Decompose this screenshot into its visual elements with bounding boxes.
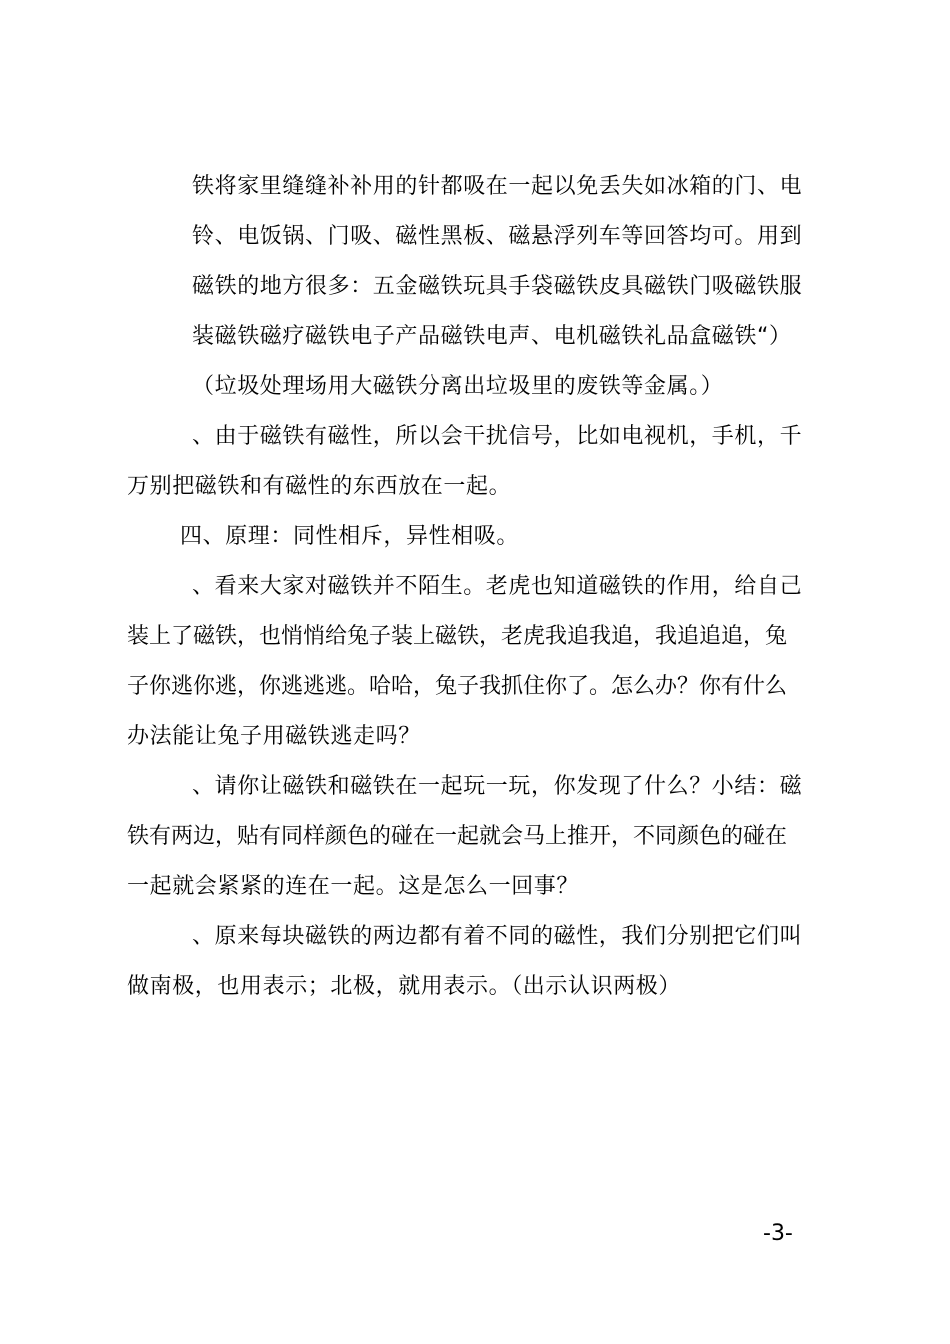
text-line-3: 磁铁的地方很多：五金磁铁玩具手袋磁铁皮具磁铁门吸磁铁服 [192,274,803,299]
text-line-13: 、请你让磁铁和磁铁在一起玩一玩，你发现了什么？小结：磁 [192,774,803,799]
text-line-4: 装磁铁磁疗磁铁电子产品磁铁电声、电机磁铁礼品盒磁铁“） [192,324,792,349]
text-line-17: 做南极，也用表示；北极，就用表示。（出示认识两极） [127,974,682,999]
text-line-14: 铁有两边，贴有同样颜色的碰在一起就会马上推开，不同颜色的碰在 [127,824,788,849]
text-line-5: （垃圾处理场用大磁铁分离出垃圾里的废铁等金属。） [192,374,724,399]
text-line-11: 子你逃你逃，你逃逃逃。哈哈，兔子我抓住你了。怎么办？你有什么 [127,674,788,699]
text-line-1: 铁将家里缝缝补补用的针都吸在一起以免丢失如冰箱的门、电 [192,174,803,199]
section-heading: 四、原理：同性相斥，异性相吸。 [180,524,520,549]
text-line-7: 万别把磁铁和有磁性的东西放在一起。 [127,474,512,499]
text-line-15: 一起就会紧紧的连在一起。这是怎么一回事？ [127,874,580,899]
text-line-2: 铃、电饭锅、门吸、磁性黑板、磁悬浮列车等回答均可。用到 [192,224,803,249]
text-line-10: 装上了磁铁，也悄悄给兔子装上磁铁，老虎我追我追，我追追追，兔 [127,624,788,649]
text-line-16: 、原来每块磁铁的两边都有着不同的磁性，我们分别把它们叫 [192,924,803,949]
text-line-9: 、看来大家对磁铁并不陌生。老虎也知道磁铁的作用，给自己 [192,574,803,599]
text-line-6: 、由于磁铁有磁性，所以会干扰信号，比如电视机，手机，千 [192,424,803,449]
page-number: -3- [763,1221,793,1246]
text-line-12: 办法能让兔子用磁铁逃走吗？ [127,724,421,749]
